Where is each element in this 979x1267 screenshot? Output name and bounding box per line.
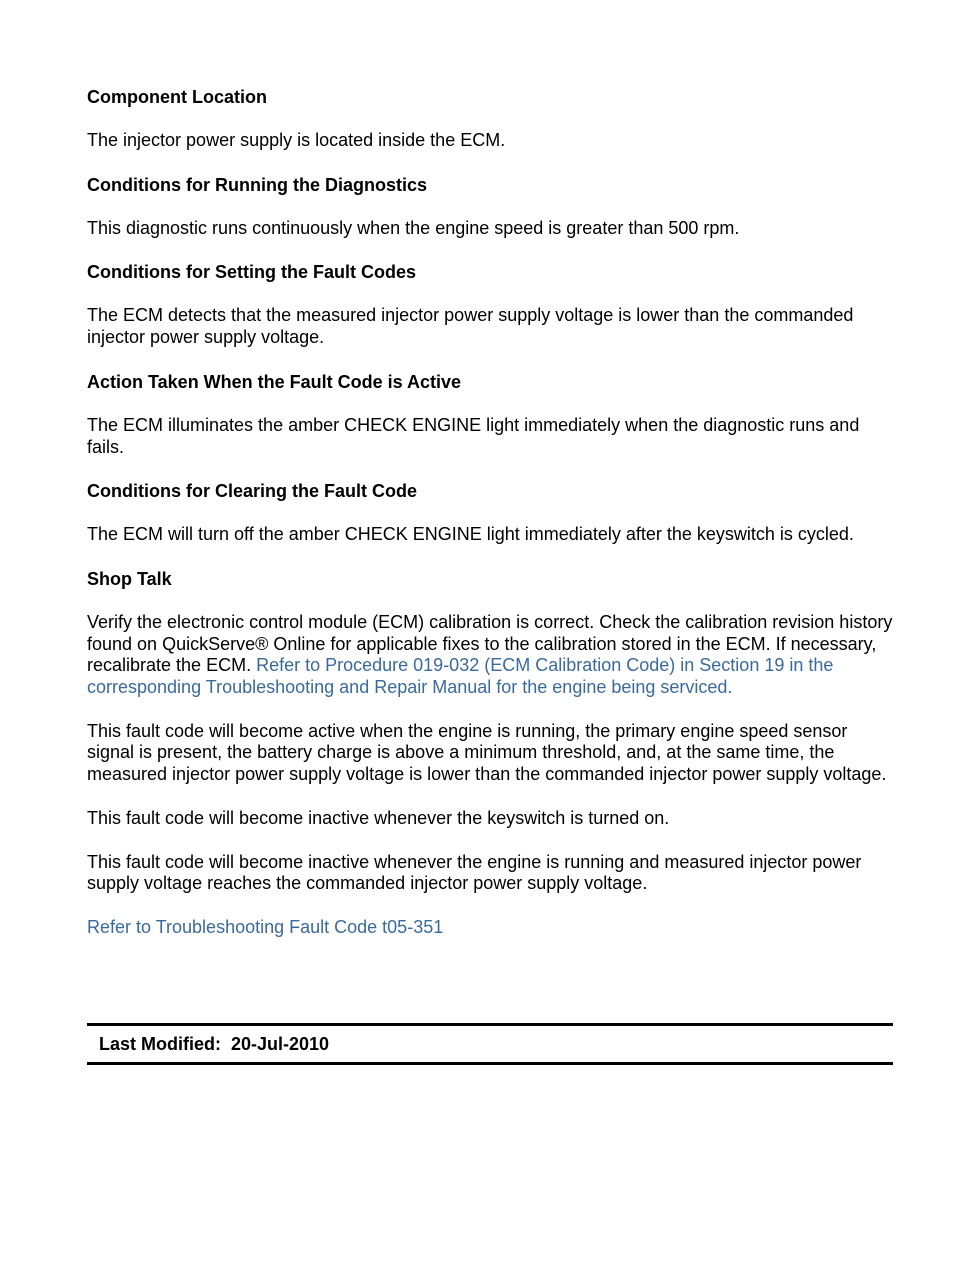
component-location-heading: Component Location <box>87 87 267 107</box>
clearing-fault-code-text: The ECM will turn off the amber CHECK ENGINE light immediately after the keyswitch is cycled. <box>87 524 854 545</box>
setting-fault-codes-text: The ECM detects that the measured injector power supply voltage is lower than the commanded injector power supply voltage. <box>87 305 854 348</box>
setting-fault-codes-heading: Conditions for Setting the Fault Codes <box>87 262 416 283</box>
running-diagnostics-text: This diagnostic runs continuously when the engine speed is greater than 500 rpm. <box>87 217 740 238</box>
last-modified-label: Last Modified: 20-Jul-2010 <box>99 1034 330 1054</box>
document-body <box>87 86 893 961</box>
shop-talk-paragraph-2: This fault code will become active when the engine is running, the primary engine speed sensor signal is present, the battery charge is above a minimum threshold, and, at the same time, the measured injector power supply voltage is lower than the commanded injector power supply voltage. <box>87 720 887 785</box>
shop-talk-paragraph-3: This fault code will become inactive whenever the keyswitch is turned on. <box>87 807 670 828</box>
shop-talk-heading: Shop Talk <box>87 568 172 589</box>
action-taken-text: The ECM illuminates the amber CHECK ENGINE light immediately when the diagnostic runs and fails. <box>87 414 860 457</box>
shop-talk-text: Verify the electronic control module (ECM) calibration is correct. Check the calibration revision history found on QuickServe® Online for applicable fixes to the calibration stored in the ECM. If necessary, recalibrate the ECM. <box>87 611 893 676</box>
running-diagnostics-heading: Conditions for Running the Diagnostics <box>87 174 427 195</box>
shop-talk-paragraph-4: This fault code will become inactive whenever the engine is running and measured injector power supply voltage reaches the commanded injector power supply voltage. <box>87 851 862 894</box>
clearing-fault-code-heading: Conditions for Clearing the Fault Code <box>87 481 417 502</box>
ecm-calibration-procedure-link[interactable]: Refer to Procedure 019-032 (ECM Calibration Code) in Section 19 in the corresponding Troubleshooting and Repair Manual for the engine being serviced. <box>87 655 834 698</box>
footer-bar <box>87 1023 893 1065</box>
shop-talk-paragraph-1 <box>87 612 893 699</box>
component-location-text: The injector power supply is located inside the ECM. <box>87 130 506 150</box>
troubleshooting-fault-code-link[interactable]: Refer to Troubleshooting Fault Code t05-351 <box>87 916 444 937</box>
action-taken-heading: Action Taken When the Fault Code is Active <box>87 371 462 392</box>
